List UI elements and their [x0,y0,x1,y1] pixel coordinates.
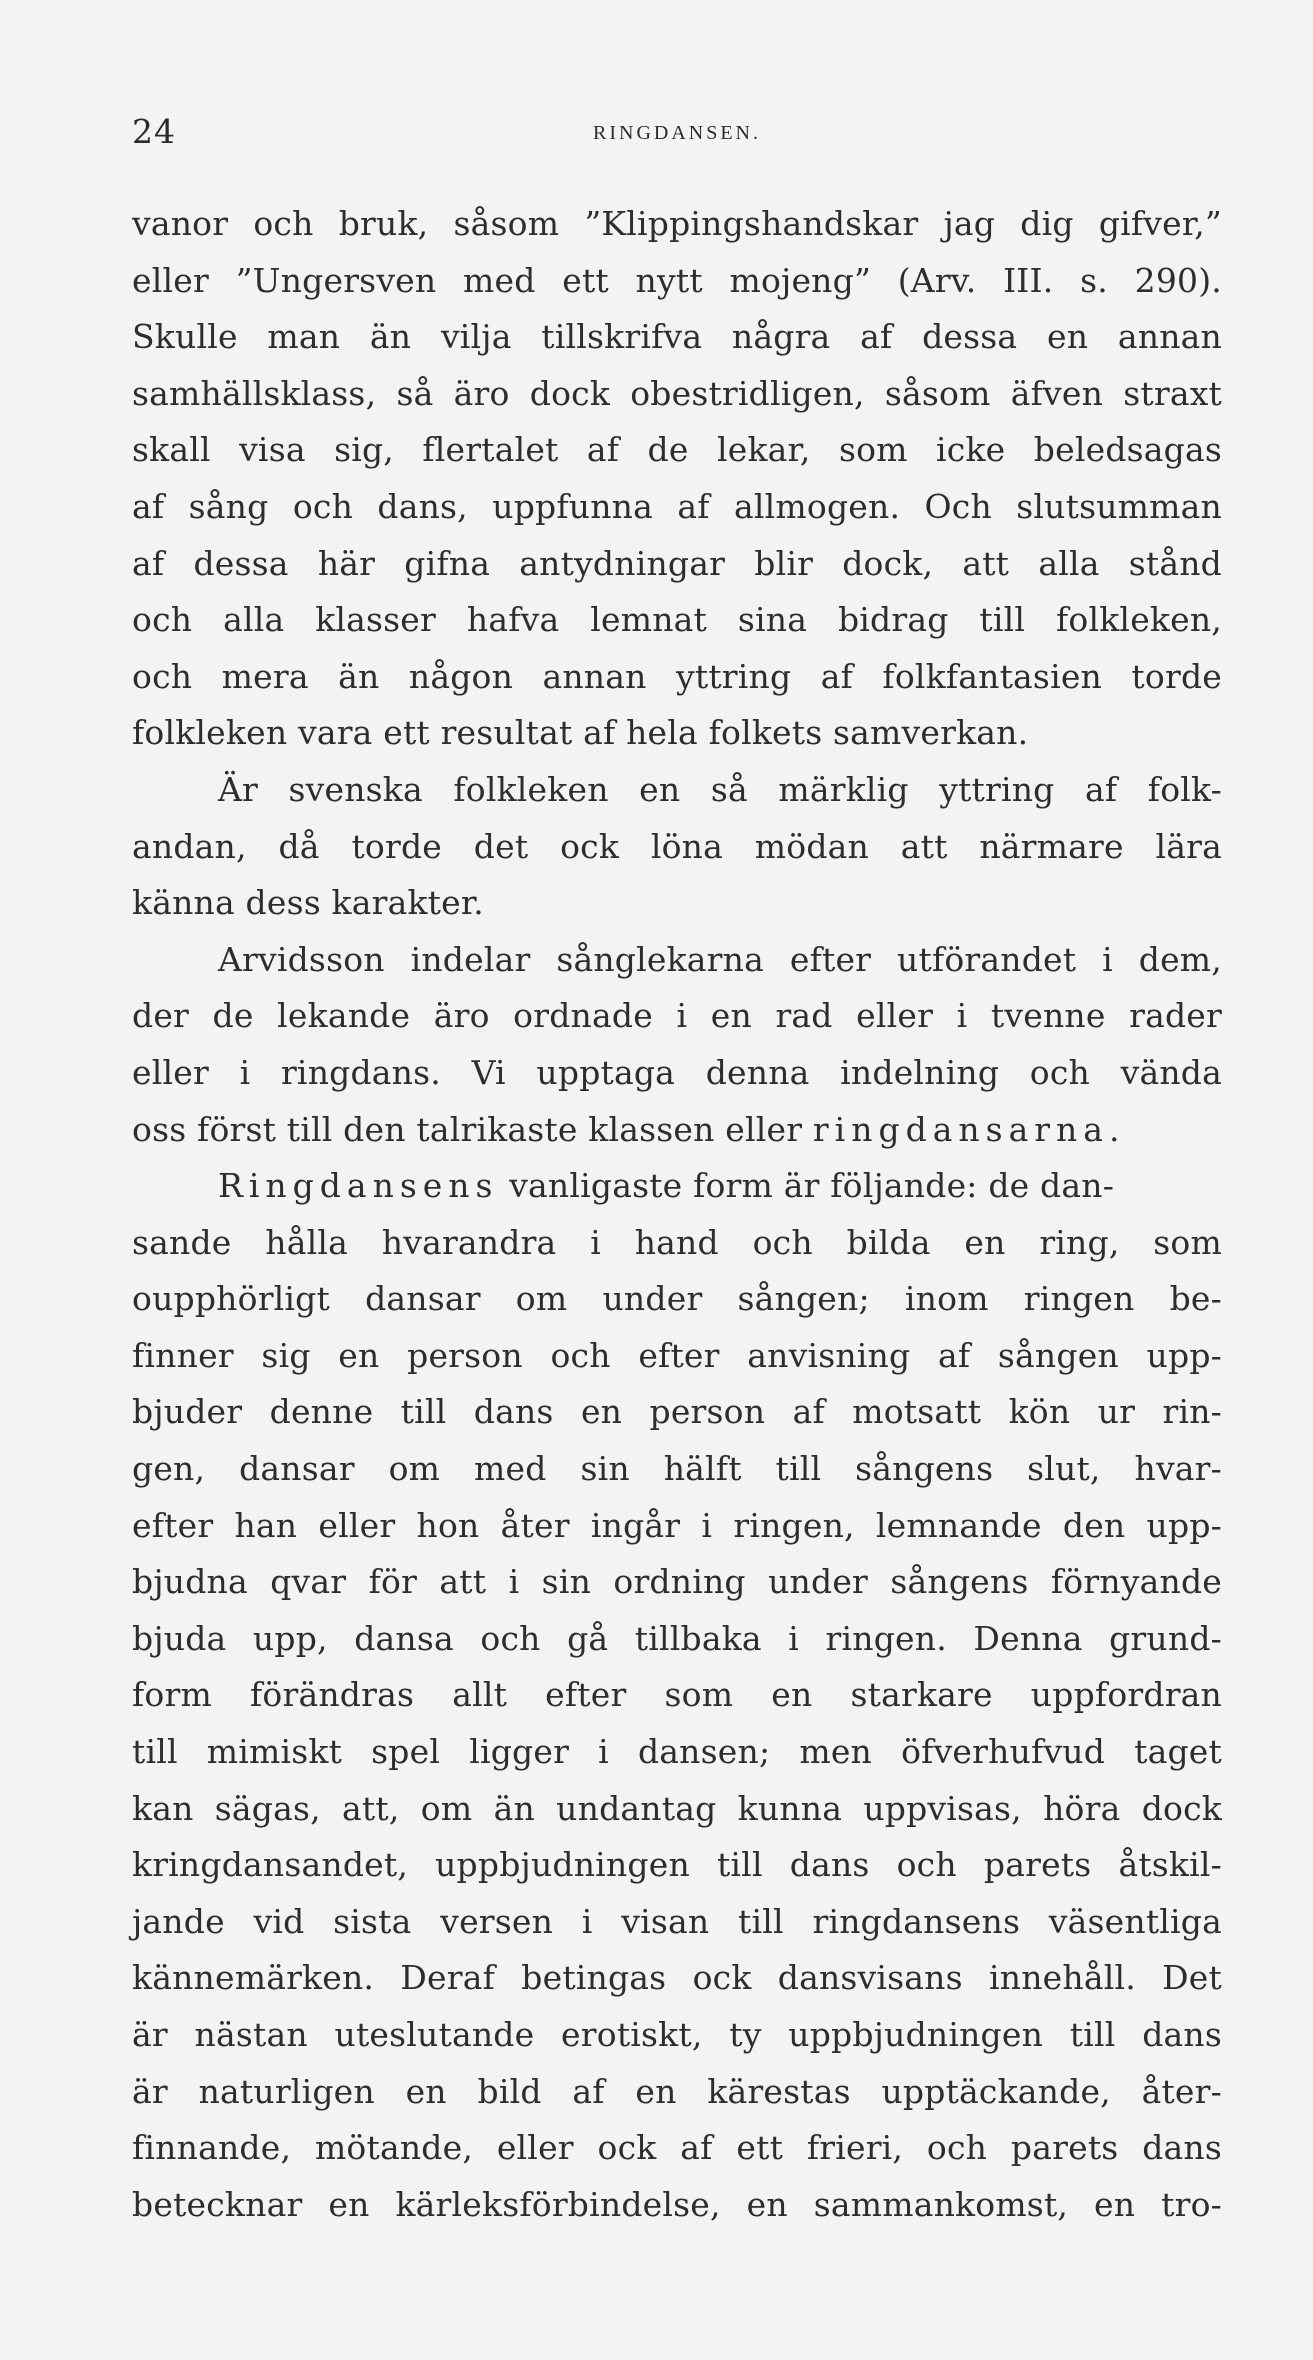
text-line: finner sig en person och efter anvisning af sången upp- [132,1335,1222,1375]
text-line: andan, då torde det ock löna mödan att närmare lära [132,826,1222,866]
line-text: oss först till den talrikaste klassen eller [132,1109,803,1149]
text-line: form förändras allt efter som en starkare uppfordran [132,1675,1222,1715]
text-line: bjudna qvar för att i sin ordning under sångens förnyande [132,1562,1222,1602]
text-line [132,1102,1222,1159]
text-line: oupphörligt dansar om under sången; inom ringen be- [132,1279,1222,1319]
page-number: 24 [132,112,176,151]
text-line: jande vid sista versen i visan till ringdansens väsentliga [132,1901,1222,1941]
text-line: vanor och bruk, såsom ”Klippingshandskar jag dig gifver,” [132,204,1222,243]
text-line: känna dess karakter. [132,883,484,923]
text-line: bjuder denne till dans en person af motsatt kön ur rin- [132,1392,1222,1432]
spaced-term: Ringdansens [218,1166,499,1206]
text-line: efter han eller hon åter ingår i ringen, lemnande den upp- [132,1505,1222,1545]
text-line: Arvidsson indelar sånglekarna efter utförandet i dem, [218,939,1222,979]
text-line: kringdansandet, uppbjudningen till dans och parets åtskil- [132,1845,1222,1885]
body-text [132,196,1222,2233]
text-line: betecknar en kärleksförbindelse, en sammankomst, en tro- [132,2184,1222,2224]
text-line: och alla klasser hafva lemnat sina bidrag till folkleken, [132,600,1222,640]
text-line: eller ”Ungersven med ett nytt mojeng” (Arv. III. s. 290). [132,260,1222,300]
text-line: bjuda upp, dansa och gå tillbaka i ringen. Denna grund- [132,1618,1222,1658]
text-line: gen, dansar om med sin hälft till sångens slut, hvar- [132,1449,1222,1489]
text-line: der de lekande äro ordnade i en rad eller i tvenne rader [132,996,1222,1036]
page-header [132,112,1222,160]
spaced-term: ringdansarna. [812,1109,1126,1149]
text-line [132,1158,1222,1215]
text-line: till mimiskt spel ligger i dansen; men öfverhufvud taget [132,1732,1222,1772]
text-line: kan sägas, att, om än undantag kunna uppvisas, höra dock [132,1788,1222,1828]
text-line: och mera än någon annan yttring af folkfantasien torde [132,656,1222,696]
text-line: sande hålla hvarandra i hand och bilda en ring, som [132,1222,1222,1262]
line-text: vanligaste form är följande: de dan- [509,1166,1115,1206]
text-line: skall visa sig, flertalet af de lekar, som icke beledsagas [132,430,1222,470]
text-line: eller i ringdans. Vi upptaga denna indelning och vända [132,1052,1222,1092]
text-line: Är svenska folkleken en så märklig yttring af folk- [218,769,1222,809]
text-line: af dessa här gifna antydningar blir dock, att alla stånd [132,543,1222,583]
text-line: kännemärken. Deraf betingas ock dansvisans innehåll. Det [132,1958,1222,1998]
text-line: Skulle man än vilja tillskrifva några af dessa en annan [132,317,1222,357]
text-line: samhällsklass, så äro dock obestridligen, såsom äfven straxt [132,373,1222,413]
text-line: är nästan uteslutande erotiskt, ty uppbjudningen till dans [132,2015,1222,2054]
text-line: finnande, mötande, eller ock af ett frieri, och parets dans [132,2128,1222,2168]
text-line: folkleken vara ett resultat af hela folkets samverkan. [132,713,1029,753]
running-head: RINGDANSEN. [593,122,761,144]
text-line: af sång och dans, uppfunna af allmogen. Och slutsumman [132,486,1222,526]
text-line: är naturligen en bild af en kärestas upptäckande, åter- [132,2071,1222,2111]
